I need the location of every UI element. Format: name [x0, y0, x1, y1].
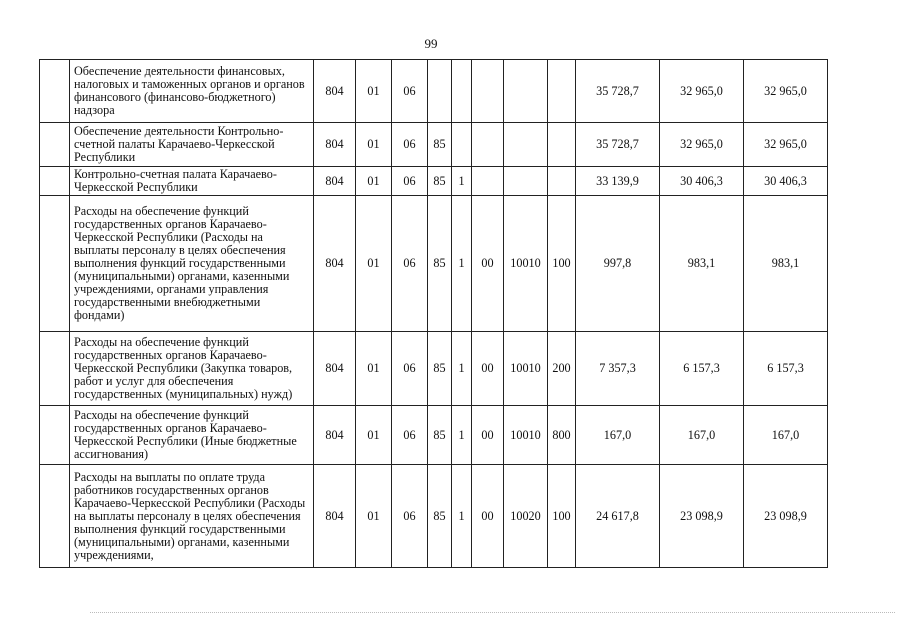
- amount-year-1: 7 357,3: [576, 332, 660, 406]
- target-direction-code: 10010: [504, 196, 548, 332]
- item-name: Расходы на выплаты по оплате труда работников государственных органов Карачаево-Черкесской Республики (Расходы на выплаты персоналу в целях обеспечения выполнения функций государственными (муниципальными) органами, казенными учреждениями,: [70, 465, 314, 568]
- amount-year-3: 6 157,3: [744, 332, 828, 406]
- subsection-code: 06: [392, 406, 428, 465]
- item-name: Расходы на обеспечение функций государственных органов Карачаево-Черкесской Республики (Иные бюджетные ассигнования): [70, 406, 314, 465]
- table-row: [40, 167, 828, 196]
- amount-year-2: 167,0: [660, 406, 744, 465]
- section-code: 01: [356, 123, 392, 167]
- amount-year-3: 30 406,3: [744, 167, 828, 196]
- amount-year-1: 35 728,7: [576, 123, 660, 167]
- amount-year-3: 32 965,0: [744, 123, 828, 167]
- item-name: Расходы на обеспечение функций государственных органов Карачаево-Черкесской Республики (Закупка товаров, работ и услуг для обеспечения государственных (муниципальных) нужд): [70, 332, 314, 406]
- section-code: 01: [356, 196, 392, 332]
- section-code: 01: [356, 465, 392, 568]
- target-event-code: [472, 123, 504, 167]
- amount-year-2: 983,1: [660, 196, 744, 332]
- target-subprogram-code: 1: [452, 332, 472, 406]
- row-index-cell: [40, 332, 70, 406]
- target-event-code: [472, 60, 504, 123]
- subsection-code: 06: [392, 465, 428, 568]
- expense-type-code: [548, 60, 576, 123]
- amount-year-1: 33 139,9: [576, 167, 660, 196]
- table-row: [40, 60, 828, 123]
- target-event-code: 00: [472, 196, 504, 332]
- subsection-code: 06: [392, 196, 428, 332]
- table-row: [40, 465, 828, 568]
- amount-year-2: 30 406,3: [660, 167, 744, 196]
- expense-type-code: [548, 123, 576, 167]
- ved-code: 804: [314, 332, 356, 406]
- ved-code: 804: [314, 167, 356, 196]
- amount-year-2: 23 098,9: [660, 465, 744, 568]
- target-subprogram-code: 1: [452, 465, 472, 568]
- ved-code: 804: [314, 196, 356, 332]
- section-code: 01: [356, 167, 392, 196]
- target-event-code: [472, 167, 504, 196]
- row-index-cell: [40, 123, 70, 167]
- target-direction-code: 10020: [504, 465, 548, 568]
- item-name: Расходы на обеспечение функций государственных органов Карачаево-Черкесской Республики (Расходы на выплаты персоналу в целях обеспечения выполнения функций государственными (муниципальными) органами, казенными учреждениями, органами управления государственными внебюджетными фондами): [70, 196, 314, 332]
- target-direction-code: [504, 167, 548, 196]
- expense-type-code: 800: [548, 406, 576, 465]
- ved-code: 804: [314, 465, 356, 568]
- amount-year-3: 983,1: [744, 196, 828, 332]
- expense-type-code: 200: [548, 332, 576, 406]
- ved-code: 804: [314, 123, 356, 167]
- section-code: 01: [356, 332, 392, 406]
- target-program-code: [428, 60, 452, 123]
- amount-year-1: 35 728,7: [576, 60, 660, 123]
- amount-year-3: 32 965,0: [744, 60, 828, 123]
- target-subprogram-code: [452, 123, 472, 167]
- budget-table: [39, 59, 828, 568]
- row-index-cell: [40, 167, 70, 196]
- table-row: [40, 406, 828, 465]
- amount-year-2: 32 965,0: [660, 123, 744, 167]
- amount-year-3: 23 098,9: [744, 465, 828, 568]
- expense-type-code: 100: [548, 196, 576, 332]
- table-row: [40, 123, 828, 167]
- target-event-code: 00: [472, 465, 504, 568]
- target-direction-code: 10010: [504, 332, 548, 406]
- item-name: Обеспечение деятельности финансовых, налоговых и таможенных органов и органов финансового (финансово-бюджетного) надзора: [70, 60, 314, 123]
- target-subprogram-code: [452, 60, 472, 123]
- expense-type-code: [548, 167, 576, 196]
- subsection-code: 06: [392, 332, 428, 406]
- amount-year-1: 997,8: [576, 196, 660, 332]
- item-name: Контрольно-счетная палата Карачаево-Черкесской Республики: [70, 167, 314, 196]
- section-code: 01: [356, 406, 392, 465]
- target-program-code: 85: [428, 465, 452, 568]
- amount-year-2: 32 965,0: [660, 60, 744, 123]
- target-program-code: 85: [428, 196, 452, 332]
- amount-year-3: 167,0: [744, 406, 828, 465]
- subsection-code: 06: [392, 167, 428, 196]
- target-event-code: 00: [472, 332, 504, 406]
- subsection-code: 06: [392, 60, 428, 123]
- scan-edge-divider: [90, 612, 895, 613]
- table-row: [40, 196, 828, 332]
- target-program-code: 85: [428, 167, 452, 196]
- target-subprogram-code: 1: [452, 406, 472, 465]
- target-direction-code: [504, 60, 548, 123]
- row-index-cell: [40, 406, 70, 465]
- target-subprogram-code: 1: [452, 196, 472, 332]
- row-index-cell: [40, 60, 70, 123]
- ved-code: 804: [314, 406, 356, 465]
- expense-type-code: 100: [548, 465, 576, 568]
- target-program-code: 85: [428, 332, 452, 406]
- row-index-cell: [40, 465, 70, 568]
- amount-year-2: 6 157,3: [660, 332, 744, 406]
- target-direction-code: [504, 123, 548, 167]
- target-event-code: 00: [472, 406, 504, 465]
- item-name: Обеспечение деятельности Контрольно-счетной палаты Карачаево-Черкесской Республики: [70, 123, 314, 167]
- target-program-code: 85: [428, 123, 452, 167]
- subsection-code: 06: [392, 123, 428, 167]
- ved-code: 804: [314, 60, 356, 123]
- page-number: 99: [424, 36, 438, 51]
- amount-year-1: 24 617,8: [576, 465, 660, 568]
- section-code: 01: [356, 60, 392, 123]
- target-direction-code: 10010: [504, 406, 548, 465]
- table-row: [40, 332, 828, 406]
- target-subprogram-code: 1: [452, 167, 472, 196]
- target-program-code: 85: [428, 406, 452, 465]
- amount-year-1: 167,0: [576, 406, 660, 465]
- row-index-cell: [40, 196, 70, 332]
